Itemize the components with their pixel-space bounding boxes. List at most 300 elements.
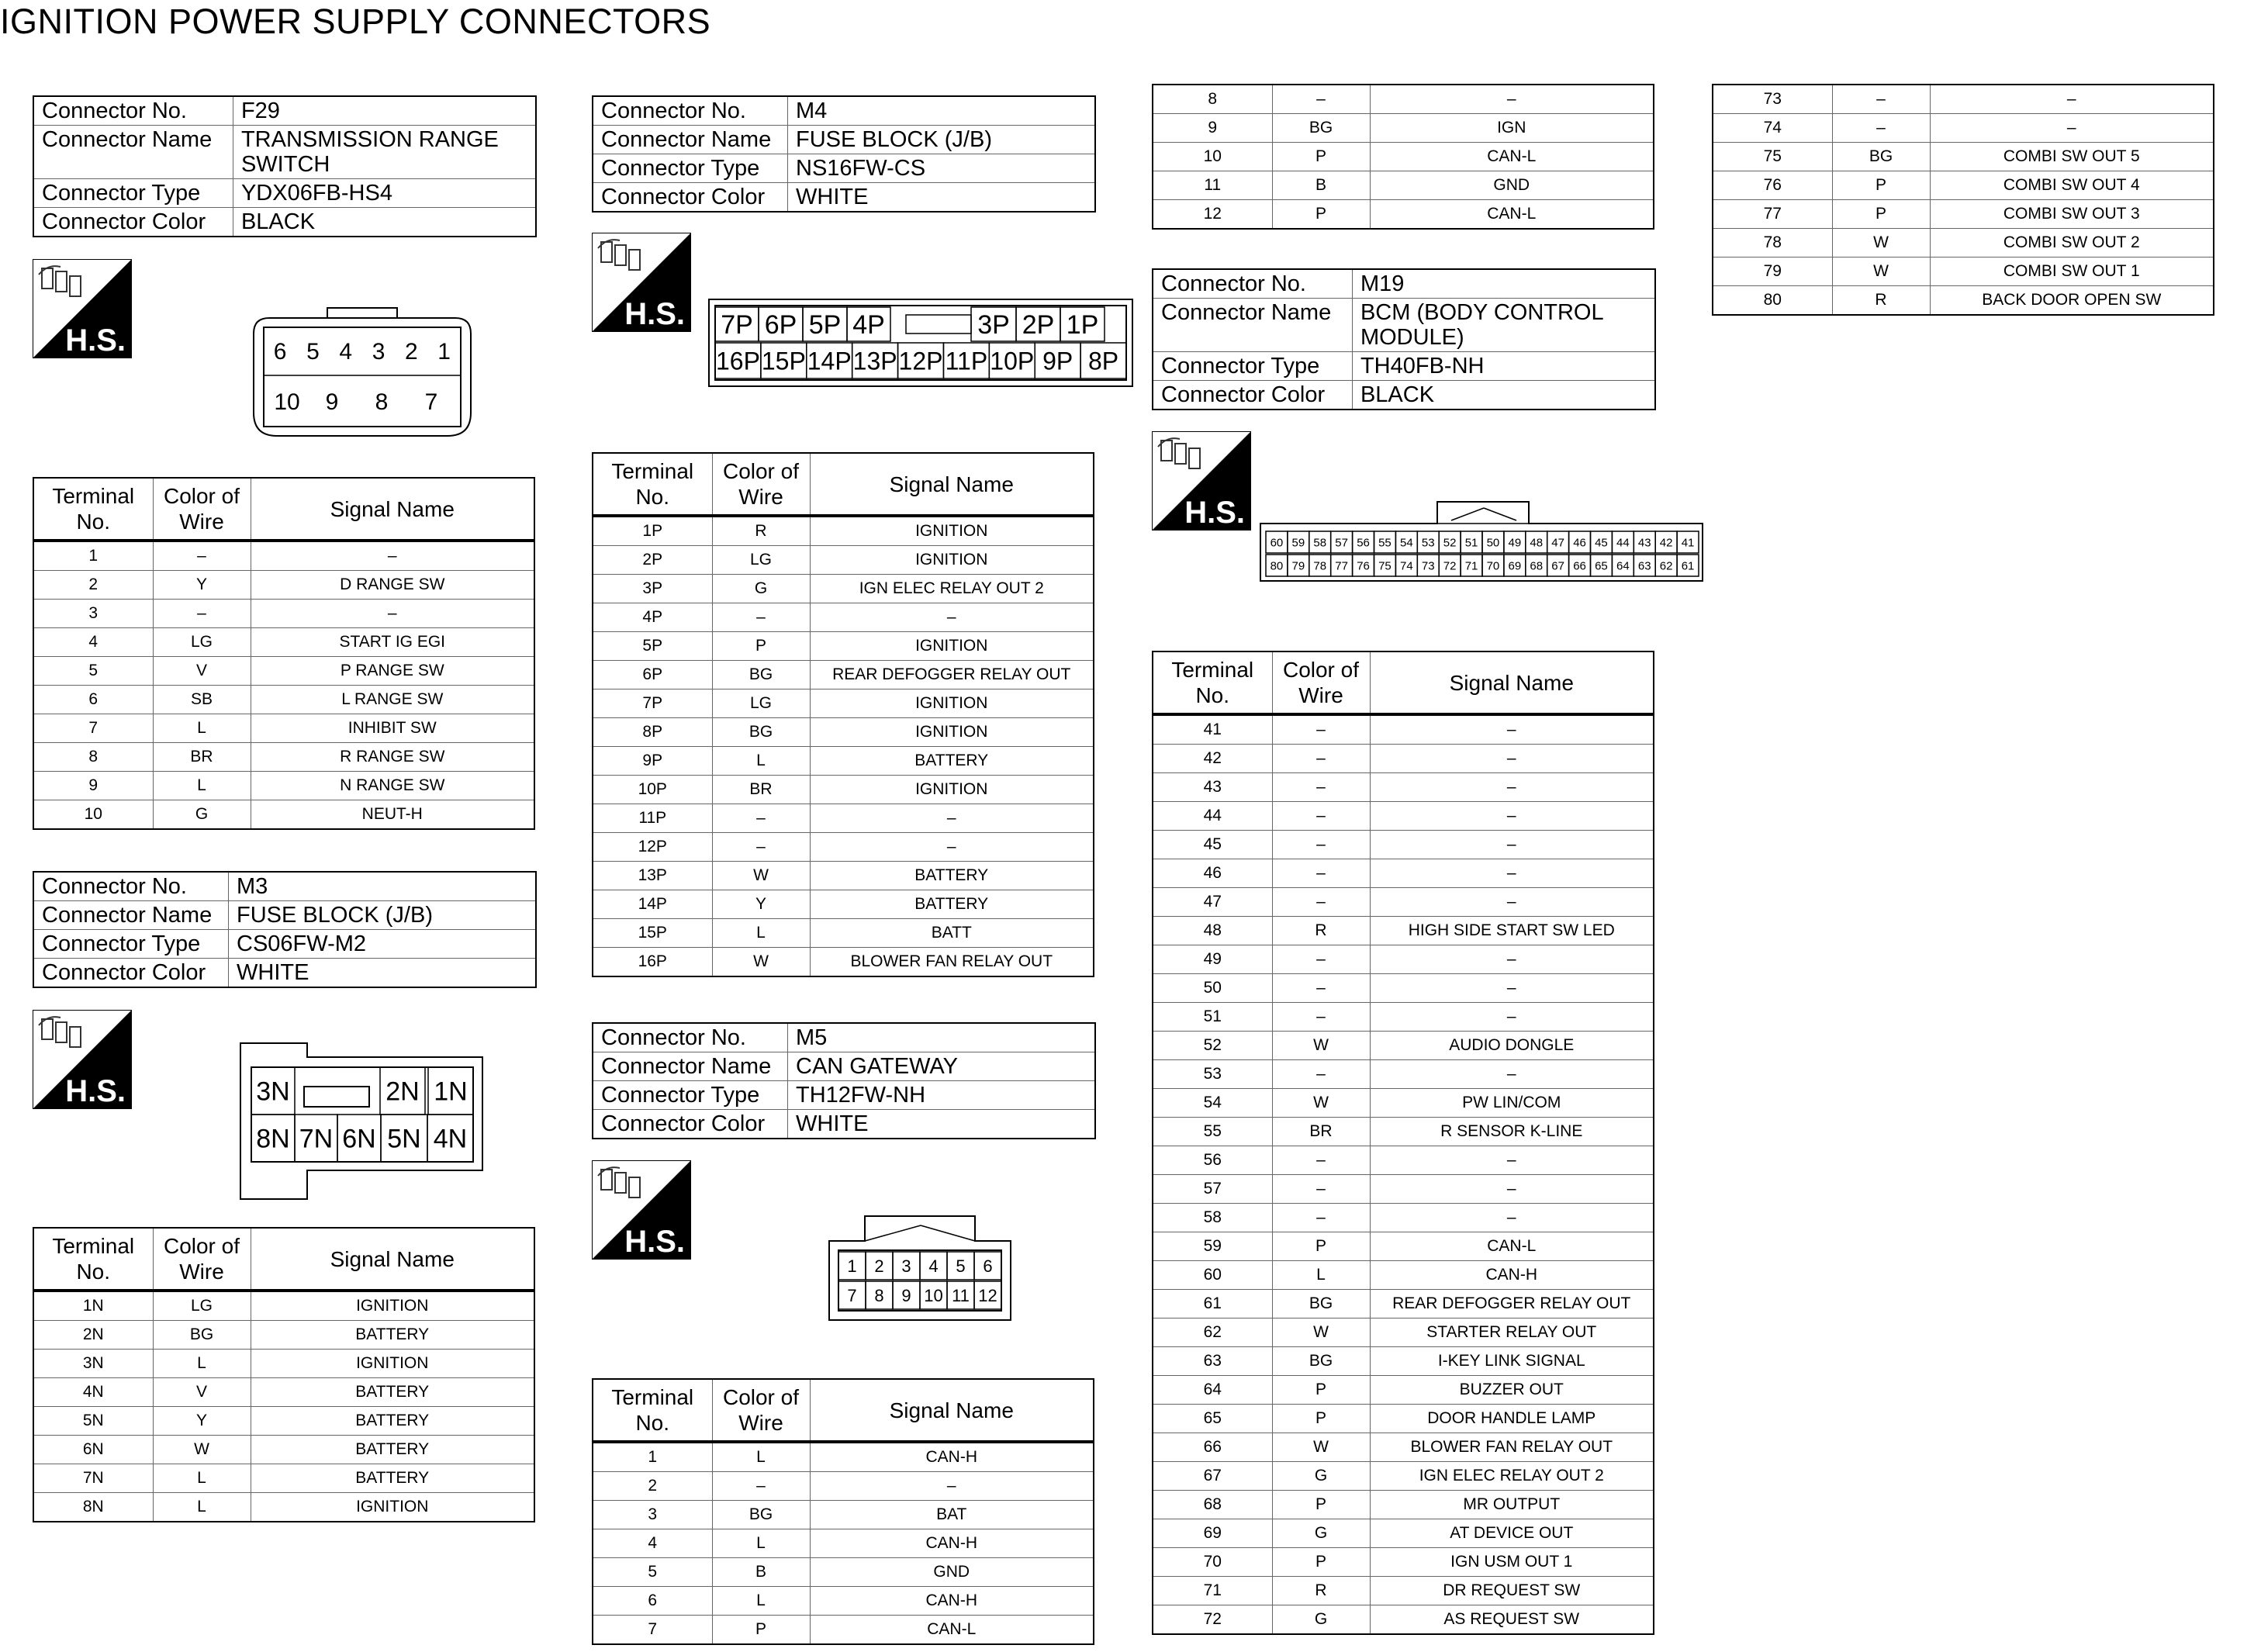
terminal-no-cell: 1 bbox=[33, 541, 153, 571]
wire-color-cell: – bbox=[1272, 859, 1370, 888]
pin-label: 1 bbox=[847, 1256, 857, 1276]
signal-name-cell: – bbox=[1370, 802, 1654, 831]
pin-label: 3 bbox=[372, 338, 385, 365]
pin-label: 1N bbox=[434, 1077, 468, 1107]
terminal-no-cell: 3 bbox=[33, 600, 153, 628]
signal-name-cell: P RANGE SW bbox=[251, 657, 534, 686]
pin-label: 4 bbox=[339, 338, 353, 365]
wire-color-cell: W bbox=[712, 862, 810, 890]
pin-label: 70 bbox=[1486, 559, 1500, 573]
terminal-no-cell: 79 bbox=[1713, 257, 1832, 286]
wire-color-cell: Y bbox=[153, 571, 251, 600]
pin-label: 10 bbox=[274, 389, 300, 415]
table-row bbox=[33, 1291, 534, 1321]
wire-color-cell: P bbox=[1832, 171, 1930, 200]
table-row bbox=[1153, 1605, 1654, 1635]
terminal-no-cell: 8N bbox=[33, 1493, 153, 1522]
signal-name-cell: BATTERY bbox=[251, 1464, 534, 1493]
wire-color-cell: L bbox=[153, 1464, 251, 1493]
terminal-no-cell: 80 bbox=[1713, 286, 1832, 316]
connector-face-m5-drawing bbox=[828, 1215, 1014, 1323]
wire-color-cell: P bbox=[1832, 200, 1930, 229]
terminal-no-cell: 12 bbox=[1153, 200, 1272, 230]
signal-name-cell: REAR DEFOGGER RELAY OUT bbox=[1370, 1290, 1654, 1318]
pin-label: 51 bbox=[1464, 536, 1478, 550]
pin-label: 9 bbox=[325, 389, 339, 415]
connector-no-label: Connector No. bbox=[33, 96, 233, 126]
terminal-no-cell: 57 bbox=[1153, 1175, 1272, 1204]
wire-color-cell: B bbox=[1272, 171, 1370, 200]
signal-name-cell: BLOWER FAN RELAY OUT bbox=[850, 952, 1053, 970]
connector-no-label: Connector No. bbox=[593, 96, 788, 126]
pin-label: 62 bbox=[1659, 559, 1673, 573]
terminal-no-cell: 54 bbox=[1153, 1089, 1272, 1118]
terminal-no-cell: 14P bbox=[593, 890, 712, 919]
pin-label: 8 bbox=[874, 1285, 884, 1305]
wire-color-cell: Y bbox=[153, 1407, 251, 1436]
wire-color-cell: W bbox=[1832, 229, 1930, 257]
terminal-no-cell: 59 bbox=[1153, 1232, 1272, 1261]
wire-color-cell: – bbox=[1272, 714, 1370, 745]
table-row bbox=[593, 1587, 1094, 1616]
signal-name-cell: – bbox=[251, 541, 534, 571]
col-wire-color: Color of Wire bbox=[153, 478, 251, 541]
signal-name-cell: R SENSOR K-LINE bbox=[1370, 1118, 1654, 1146]
signal-name-cell: BATTERY bbox=[810, 747, 1094, 776]
table-row bbox=[33, 600, 534, 628]
connector-info-m3 bbox=[33, 871, 537, 988]
table-row bbox=[1153, 1405, 1654, 1433]
terminal-no-cell: 10P bbox=[593, 776, 712, 804]
terminal-no-cell: 7P bbox=[593, 689, 712, 718]
harness-side-icon bbox=[33, 1010, 132, 1109]
terminal-no-cell: 1N bbox=[33, 1291, 153, 1321]
wire-color-cell: BR bbox=[1272, 1118, 1370, 1146]
wire-color-cell: – bbox=[1272, 745, 1370, 773]
signal-name-cell: STARTER RELAY OUT bbox=[1370, 1318, 1654, 1347]
table-row bbox=[1153, 745, 1654, 773]
wire-color-cell: P bbox=[1272, 143, 1370, 171]
signal-name-cell: IGNITION bbox=[810, 546, 1094, 575]
connector-info-m19 bbox=[1152, 268, 1656, 410]
table-row bbox=[1153, 1462, 1654, 1491]
wire-color-cell: – bbox=[1272, 888, 1370, 917]
signal-name-cell: IGNITION bbox=[810, 718, 1094, 747]
wire-color-cell: P bbox=[712, 1616, 810, 1645]
wire-color-cell: BG bbox=[153, 1321, 251, 1350]
signal-name-cell: R RANGE SW bbox=[251, 743, 534, 772]
wire-color-cell: L bbox=[712, 1442, 810, 1472]
table-row bbox=[33, 1378, 534, 1407]
connector-face-m4-drawing bbox=[707, 298, 1136, 391]
pin-label: 5 bbox=[306, 338, 320, 365]
signal-name-cell: N RANGE SW bbox=[251, 772, 534, 800]
connector-type-value: CS06FW-M2 bbox=[229, 930, 537, 959]
table-row bbox=[593, 603, 1094, 632]
table-body bbox=[1153, 714, 1654, 1634]
pin-label: 11P bbox=[945, 347, 988, 375]
terminal-no-cell: 72 bbox=[1153, 1605, 1272, 1635]
hs-triangle-icon bbox=[33, 259, 132, 358]
pin-label: 8 bbox=[375, 389, 389, 415]
signal-name-cell: COMBI SW OUT 1 bbox=[1930, 257, 2214, 286]
signal-name-cell: CAN-L bbox=[1487, 205, 1537, 223]
terminal-no-cell: 75 bbox=[1713, 143, 1832, 171]
pin-label: 59 bbox=[1291, 536, 1305, 550]
signal-name-cell: CAN-H bbox=[810, 1587, 1094, 1616]
wire-color-cell: – bbox=[712, 833, 810, 862]
table-row bbox=[1153, 831, 1654, 859]
table-body bbox=[593, 516, 1094, 976]
terminal-no-cell: 41 bbox=[1153, 714, 1272, 745]
connector-color-value: BLACK bbox=[1352, 381, 1655, 410]
table-row bbox=[1153, 1548, 1654, 1577]
pin-label: 12 bbox=[978, 1285, 997, 1305]
wire-color-cell: – bbox=[153, 541, 251, 571]
terminal-no-cell: 46 bbox=[1153, 859, 1272, 888]
table-row bbox=[1153, 1519, 1654, 1548]
connector-color-label: Connector Color bbox=[33, 208, 233, 237]
wire-color-cell: L bbox=[712, 1529, 810, 1558]
signal-name-cell: – bbox=[1370, 945, 1654, 974]
wire-color-cell: W bbox=[1272, 1032, 1370, 1060]
signal-name-cell: AT DEVICE OUT bbox=[1370, 1519, 1654, 1548]
wire-color-cell: BG bbox=[712, 1501, 810, 1529]
terminal-no-cell: 4P bbox=[593, 603, 712, 632]
wire-color-cell: L bbox=[153, 772, 251, 800]
wire-color-cell: R bbox=[1272, 917, 1370, 945]
signal-name-cell: HIGH SIDE START SW LED bbox=[1370, 917, 1654, 945]
table-row bbox=[593, 1558, 1094, 1587]
table-row bbox=[1153, 1577, 1654, 1605]
pin-label: 10P bbox=[990, 347, 1035, 375]
signal-name-cell: START IG EGI bbox=[251, 628, 534, 657]
terminal-no-cell: 16P bbox=[593, 948, 712, 977]
signal-name-cell: IGN USM OUT 1 bbox=[1370, 1548, 1654, 1577]
wire-color-cell: BG bbox=[1272, 1290, 1370, 1318]
wire-color-cell: R bbox=[1272, 1577, 1370, 1605]
pin-label: 43 bbox=[1637, 536, 1651, 550]
signal-name-cell: GND bbox=[810, 1558, 1094, 1587]
signal-name-cell: – bbox=[1370, 1060, 1654, 1089]
terminal-no-cell: 2 bbox=[33, 571, 153, 600]
pin-label: 3P bbox=[977, 310, 1010, 340]
pin-label: 68 bbox=[1530, 559, 1544, 573]
table-row bbox=[33, 1321, 534, 1350]
signal-name-cell: BACK DOOR OPEN SW bbox=[1982, 291, 2162, 309]
wire-color-cell: Y bbox=[712, 890, 810, 919]
table-row bbox=[1153, 859, 1654, 888]
wire-color-cell: B bbox=[712, 1558, 810, 1587]
table-row bbox=[1713, 114, 2214, 143]
connector-type-label: Connector Type bbox=[593, 154, 788, 183]
terminal-no-cell: 70 bbox=[1153, 1548, 1272, 1577]
pin-label: 73 bbox=[1421, 559, 1435, 573]
pin-label: 71 bbox=[1464, 559, 1478, 573]
table-row bbox=[1153, 1261, 1654, 1290]
pin-label: 52 bbox=[1443, 536, 1457, 550]
pin-label: 50 bbox=[1486, 536, 1500, 550]
terminal-no-cell: 62 bbox=[1153, 1318, 1272, 1347]
signal-name-cell: AUDIO DONGLE bbox=[1370, 1032, 1654, 1060]
table-row bbox=[593, 632, 1094, 661]
pin-label: 8N bbox=[256, 1124, 290, 1154]
pin-label: 5 bbox=[956, 1256, 966, 1276]
wire-color-cell: L bbox=[153, 1350, 251, 1378]
wire-color-cell: – bbox=[1272, 945, 1370, 974]
connector-color-value: WHITE bbox=[788, 183, 1096, 213]
terminal-no-cell: 45 bbox=[1153, 831, 1272, 859]
signal-name-cell: – bbox=[1370, 1003, 1654, 1032]
terminal-no-cell: 58 bbox=[1153, 1204, 1272, 1232]
connector-color-label: Connector Color bbox=[1153, 381, 1352, 410]
terminal-no-cell: 64 bbox=[1153, 1376, 1272, 1405]
signal-name-cell: – bbox=[1370, 1146, 1654, 1175]
wire-color-cell: W bbox=[1272, 1318, 1370, 1347]
table-row bbox=[1713, 143, 2214, 171]
table-row bbox=[593, 718, 1094, 747]
connector-info-m5 bbox=[592, 1022, 1096, 1139]
terminal-no-cell: 66 bbox=[1153, 1433, 1272, 1462]
connector-no-label: Connector No. bbox=[33, 872, 229, 901]
signal-name-cell: IGN ELEC RELAY OUT 2 bbox=[1370, 1462, 1654, 1491]
table-row bbox=[1153, 714, 1654, 745]
wire-color-cell: P bbox=[1272, 1376, 1370, 1405]
terminal-no-cell: 13P bbox=[593, 862, 712, 890]
table-body bbox=[33, 541, 534, 829]
terminal-no-cell: 5 bbox=[33, 657, 153, 686]
wire-color-cell: BG bbox=[712, 718, 810, 747]
wire-color-cell: BG bbox=[1272, 114, 1370, 143]
signal-name-cell: NEUT-H bbox=[361, 805, 423, 823]
table-row bbox=[1153, 1089, 1654, 1118]
table-row bbox=[33, 571, 534, 600]
table-row bbox=[33, 800, 534, 830]
signal-name-cell: – bbox=[1370, 859, 1654, 888]
pin-label: 14P bbox=[807, 347, 852, 375]
table-row bbox=[1153, 1032, 1654, 1060]
terminal-no-cell: 78 bbox=[1713, 229, 1832, 257]
wire-color-cell: P bbox=[712, 632, 810, 661]
pin-label: 67 bbox=[1551, 559, 1564, 573]
terminal-no-cell: 65 bbox=[1153, 1405, 1272, 1433]
connector-type-value: TH40FB-NH bbox=[1352, 352, 1655, 381]
signal-name-cell: – bbox=[1930, 114, 2214, 143]
table-row bbox=[593, 661, 1094, 689]
hs-label: H.S. bbox=[65, 323, 126, 358]
pin-label: 1 bbox=[437, 338, 451, 365]
connector-no-value: M19 bbox=[1352, 269, 1655, 299]
wire-color-cell: L bbox=[153, 1493, 251, 1522]
signal-name-cell: IGNITION bbox=[810, 689, 1094, 718]
pin-label: 9P bbox=[1042, 347, 1073, 375]
terminal-no-cell: 56 bbox=[1153, 1146, 1272, 1175]
terminal-no-cell: 1 bbox=[593, 1442, 712, 1472]
signal-name-cell: BATTERY bbox=[810, 862, 1094, 890]
pin-label: 5N bbox=[387, 1124, 421, 1154]
col-wire-color: Color of Wire bbox=[712, 1379, 810, 1442]
table-row bbox=[1153, 1347, 1654, 1376]
col-terminal-no: Terminal No. bbox=[593, 453, 712, 516]
hs-label: H.S. bbox=[1184, 496, 1245, 530]
terminal-no-cell: 8 bbox=[33, 743, 153, 772]
connector-type-value: TH12FW-NH bbox=[788, 1081, 1096, 1110]
terminal-no-cell: 4 bbox=[593, 1529, 712, 1558]
connector-name-label: Connector Name bbox=[593, 126, 788, 154]
hs-triangle-icon bbox=[592, 1160, 691, 1260]
pin-label: 2 bbox=[874, 1256, 884, 1276]
table-row bbox=[1153, 1175, 1654, 1204]
terminal-no-cell: 71 bbox=[1153, 1577, 1272, 1605]
wire-color-cell: – bbox=[1832, 114, 1930, 143]
wire-color-cell: L bbox=[712, 919, 810, 948]
signal-name-cell: CAN-H bbox=[1370, 1261, 1654, 1290]
pin-label: 79 bbox=[1291, 559, 1305, 573]
wire-color-cell: R bbox=[1832, 286, 1930, 316]
table-row bbox=[1153, 200, 1654, 230]
connector-type-label: Connector Type bbox=[1153, 352, 1352, 381]
wire-color-cell: V bbox=[153, 1378, 251, 1407]
terminal-no-cell: 63 bbox=[1153, 1347, 1272, 1376]
connector-color-value: WHITE bbox=[229, 959, 537, 988]
table-row bbox=[1153, 1433, 1654, 1462]
table-row bbox=[593, 546, 1094, 575]
table-row bbox=[1153, 1003, 1654, 1032]
connector-type-label: Connector Type bbox=[593, 1081, 788, 1110]
connector-type-value: NS16FW-CS bbox=[788, 154, 1096, 183]
connector-color-label: Connector Color bbox=[593, 1110, 788, 1139]
connector-type-label: Connector Type bbox=[33, 179, 233, 208]
harness-side-icon bbox=[592, 1160, 691, 1260]
signal-name-cell: IGN ELEC RELAY OUT 2 bbox=[810, 575, 1094, 603]
harness-side-icon bbox=[33, 259, 132, 358]
terminal-no-cell: 8P bbox=[593, 718, 712, 747]
connector-face-m19 bbox=[1259, 500, 1706, 582]
pin-label: 74 bbox=[1400, 559, 1413, 573]
terminal-no-cell: 77 bbox=[1713, 200, 1832, 229]
table-row bbox=[1713, 286, 2214, 316]
connector-type-value: YDX06FB-HS4 bbox=[233, 179, 536, 208]
wire-color-cell: V bbox=[153, 657, 251, 686]
terminal-no-cell: 9 bbox=[1153, 114, 1272, 143]
wire-color-cell: – bbox=[1272, 974, 1370, 1003]
signal-name-cell: IGNITION bbox=[356, 1498, 429, 1515]
col-signal-name: Signal Name bbox=[251, 478, 534, 541]
signal-name-cell: BATTERY bbox=[251, 1436, 534, 1464]
signal-name-cell: CAN-H bbox=[810, 1529, 1094, 1558]
terminal-no-cell: 9P bbox=[593, 747, 712, 776]
connector-name-label: Connector Name bbox=[593, 1052, 788, 1081]
wire-color-cell: L bbox=[712, 1587, 810, 1616]
signal-name-cell: BAT bbox=[810, 1501, 1094, 1529]
signal-name-cell: BATT bbox=[810, 919, 1094, 948]
terminal-no-cell: 6 bbox=[593, 1587, 712, 1616]
terminal-table-m4 bbox=[592, 452, 1094, 977]
connector-name-value: TRANSMISSION RANGE SWITCH bbox=[233, 126, 536, 179]
pin-label: 2P bbox=[1022, 310, 1055, 340]
terminal-no-cell: 5 bbox=[593, 1558, 712, 1587]
pin-label: 12P bbox=[898, 347, 943, 375]
signal-name-cell: – bbox=[1370, 888, 1654, 917]
table-row bbox=[33, 1407, 534, 1436]
pin-label: 6 bbox=[273, 338, 287, 365]
terminal-table-f29 bbox=[33, 477, 535, 830]
page-title: IGNITION POWER SUPPLY CONNECTORS bbox=[0, 2, 711, 41]
signal-name-cell: – bbox=[1370, 745, 1654, 773]
signal-name-cell: – bbox=[810, 1472, 1094, 1501]
terminal-no-cell: 8 bbox=[1153, 85, 1272, 114]
pin-label: 42 bbox=[1659, 536, 1673, 550]
connector-no-value: F29 bbox=[233, 96, 536, 126]
table-row bbox=[593, 516, 1094, 546]
table-row bbox=[1153, 1118, 1654, 1146]
pin-label: 9 bbox=[901, 1285, 911, 1305]
table-row bbox=[593, 747, 1094, 776]
pin-label: 7 bbox=[424, 389, 438, 415]
wire-color-cell: L bbox=[712, 747, 810, 776]
pin-label: 75 bbox=[1378, 559, 1392, 573]
pin-label: 6P bbox=[764, 310, 797, 340]
pin-label: 2N bbox=[385, 1077, 420, 1107]
pin-label: 65 bbox=[1595, 559, 1608, 573]
terminal-no-cell: 10 bbox=[1153, 143, 1272, 171]
connector-info-m4 bbox=[592, 95, 1096, 213]
wire-color-cell: P bbox=[1272, 1232, 1370, 1261]
signal-name-cell: PW LIN/COM bbox=[1370, 1089, 1654, 1118]
signal-name-cell: COMBI SW OUT 4 bbox=[1930, 171, 2214, 200]
terminal-no-cell: 52 bbox=[1153, 1032, 1272, 1060]
pin-label: 7 bbox=[847, 1285, 857, 1305]
wire-color-cell: G bbox=[1272, 1605, 1370, 1635]
terminal-no-cell: 76 bbox=[1713, 171, 1832, 200]
pin-label: 11 bbox=[952, 1285, 970, 1305]
table-row bbox=[1153, 888, 1654, 917]
pin-label: 7N bbox=[299, 1124, 334, 1154]
table-row bbox=[1153, 1204, 1654, 1232]
table-row bbox=[593, 890, 1094, 919]
wire-color-cell: W bbox=[153, 1436, 251, 1464]
wire-color-cell: – bbox=[712, 804, 810, 833]
table-row bbox=[1153, 1146, 1654, 1175]
table-row bbox=[593, 1501, 1094, 1529]
connector-no-value: M5 bbox=[788, 1023, 1096, 1052]
table-row bbox=[1153, 1491, 1654, 1519]
col-signal-name: Signal Name bbox=[810, 453, 1094, 516]
terminal-no-cell: 60 bbox=[1153, 1261, 1272, 1290]
terminal-no-cell: 2N bbox=[33, 1321, 153, 1350]
signal-name-cell: – bbox=[1370, 714, 1654, 745]
signal-name-cell: CAN-L bbox=[927, 1620, 977, 1638]
table-row bbox=[33, 1436, 534, 1464]
wire-color-cell: LG bbox=[712, 689, 810, 718]
pin-label: 6 bbox=[983, 1256, 993, 1276]
terminal-no-cell: 9 bbox=[33, 772, 153, 800]
connector-name-value: BCM (BODY CONTROL MODULE) bbox=[1352, 299, 1655, 352]
terminal-no-cell: 12P bbox=[593, 833, 712, 862]
wire-color-cell: SB bbox=[153, 686, 251, 714]
connector-name-label: Connector Name bbox=[33, 126, 233, 179]
connector-name-label: Connector Name bbox=[1153, 299, 1352, 352]
signal-name-cell: IGNITION bbox=[251, 1350, 534, 1378]
signal-name-cell: DOOR HANDLE LAMP bbox=[1370, 1405, 1654, 1433]
signal-name-cell: DR REQUEST SW bbox=[1370, 1577, 1654, 1605]
wire-color-cell: – bbox=[1272, 802, 1370, 831]
table-row bbox=[33, 686, 534, 714]
terminal-no-cell: 44 bbox=[1153, 802, 1272, 831]
table-row bbox=[1713, 85, 2214, 114]
pin-label: 16P bbox=[715, 347, 760, 375]
connector-face-m5 bbox=[828, 1215, 1014, 1323]
